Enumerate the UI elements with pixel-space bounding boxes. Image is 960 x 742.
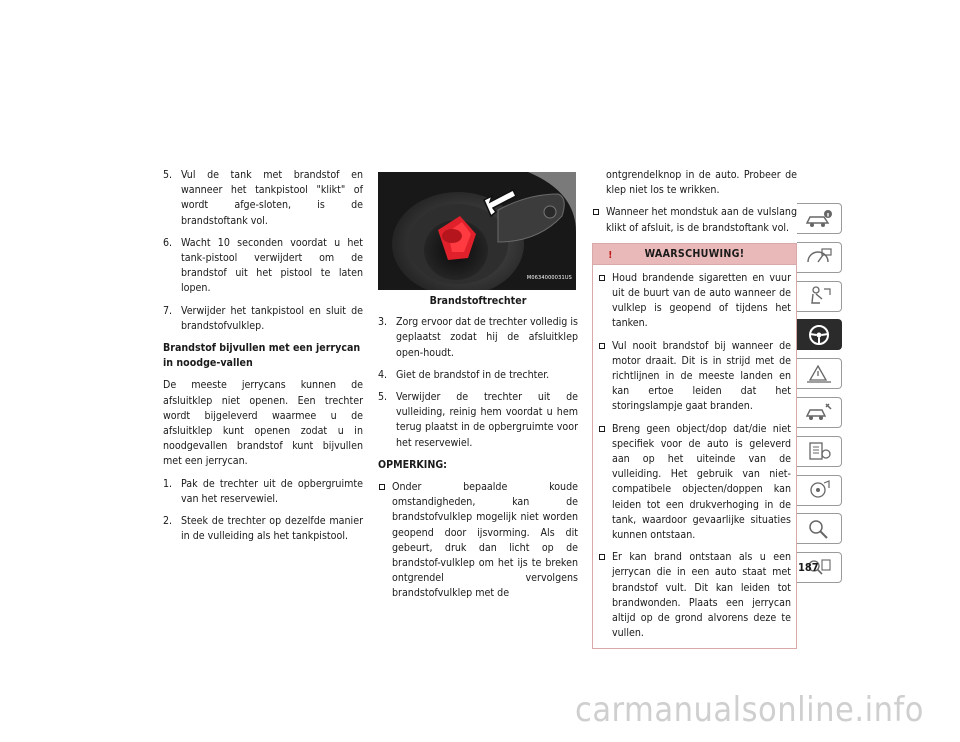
intro-paragraph: De meeste jerrycans kunnen de afsluitklep niet openen. Een trechter wordt bijgeleverd waarmee u de afsluitklep kunt openen zodat u in noodgevallen brandstof kunt bijvullen met een jerrycan. (163, 379, 363, 468)
warning-item: Vul nooit brandstof bij wanneer de motor draait. Dit is in strijd met de richtlijnen in de meeste landen en kan ertoe leiden dat het storingslampje gaat branden. (598, 339, 791, 415)
tab-safety[interactable] (797, 281, 842, 312)
warning-header (593, 244, 796, 265)
tab-multimedia[interactable] (797, 475, 842, 506)
watermark: carmanualsonline.info (575, 690, 924, 730)
column-left (163, 168, 363, 551)
section-heading: Brandstof bijvullen met een jerrycan in noodge-vallen (163, 342, 361, 370)
multimedia-icon (804, 479, 834, 501)
tab-driving[interactable] (797, 319, 842, 350)
warning-box (592, 243, 797, 650)
tab-dashboard[interactable] (797, 242, 842, 273)
bullet-square-icon (599, 426, 605, 432)
svg-text:!: ! (608, 249, 613, 260)
car-dashboard-icon (804, 246, 834, 268)
step-3: 3. Zorg ervoor dat de trechter volledig is geplaatst zodat hij de afsluitklep open-houdt. (378, 316, 578, 359)
warning-body (593, 265, 796, 642)
step-6: 6. Wacht 10 seconden voordat u het tank-pistool verwijdert om de brandstof uit het pistool te laten lopen. (163, 236, 363, 295)
note-continuation: ontgrendelknop in de auto. Probeer de klep niet los te wrikken. (606, 169, 797, 197)
warning-item: Breng geen object/dop dat/die niet specifiek voor de auto is geleverd aan op het uiteinde van de vulleiding. Het gebruik van niet-compatibele objecten/doppen kan leiden tot een drukverhoging in de tank, waardoor gevaarlijke situaties kunnen ontstaan. (598, 422, 791, 544)
step-2: 2. Steek de trechter op dezelfde manier in de vulleiding als het tankpistool. (163, 515, 363, 543)
bullet-square-icon (599, 554, 605, 560)
column-right (592, 168, 797, 649)
step-5: 5. Vul de tank met brandstof en wanneer het tankpistool "klikt" of wordt afge-sloten, is de brandstoftank vol. (163, 169, 363, 227)
note-heading: OPMERKING: (378, 458, 447, 471)
warning-triangle-icon (603, 247, 617, 265)
steering-wheel-icon (804, 323, 834, 347)
fuel-funnel-figure (378, 172, 576, 290)
road-emergency-icon (804, 363, 834, 385)
step-1: 1. Pak de trechter uit de opbergruimte van het reservewiel. (163, 477, 363, 505)
figure-caption: Brandstoftrechter (429, 295, 527, 307)
seat-safety-icon (804, 285, 834, 307)
bullet-square-icon (599, 343, 605, 349)
specifications-icon (804, 440, 834, 462)
bullet-square-icon (379, 484, 385, 490)
warning-title: WAARSCHUWING! (644, 247, 745, 260)
tab-service[interactable] (797, 397, 842, 428)
tab-emergency[interactable] (797, 358, 842, 389)
note-bullet-2: Wanneer het mondstuk aan de vulslang klikt of afsluit, is de brandstoftank vol. (592, 205, 797, 235)
step-4: 4. Giet de brandstof in de trechter. (378, 368, 550, 381)
warning-item: Houd brandende sigaretten en vuur uit de buurt van de auto wanneer de vulklep is geopend of tijdens het tanken. (598, 271, 791, 332)
warning-item: Er kan brand ontstaan als u een jerrycan die in een auto staat met brandstof vult. Dit kan leiden tot brandwonden. Plaats een jerrycan altijd op de grond alvorens deze te vullen. (598, 550, 791, 641)
figure-code: M0634000031US (526, 274, 572, 281)
page-number: 187 (798, 561, 819, 574)
note-bullet: Onder bepaalde koude omstandigheden, kan de brandstofvulklep mogelijk niet worden geopend door ijsvorming. Als dit gebeurt, druk dan licht op de brandstof-vulklep om het ijs te breken ontgrendel vervolgens brandstofvulklep met de (378, 480, 578, 602)
step-5b: 5. Verwijder de trechter uit de vulleiding, reinig hem voordat u hem terug plaatst in de opbergruimte voor het reservewiel. (378, 391, 578, 449)
tab-specifications[interactable] (797, 436, 842, 467)
car-info-icon (804, 208, 834, 230)
chapter-tabs (797, 203, 842, 591)
bullet-square-icon (599, 275, 605, 281)
step-7: 7. Verwijder het tankpistool en sluit de brandstofvulklep. (163, 304, 363, 332)
tab-car-info[interactable] (797, 203, 842, 234)
search-icon (804, 518, 834, 540)
tab-search[interactable] (797, 513, 842, 544)
column-middle (378, 172, 578, 609)
car-service-icon (804, 401, 834, 423)
bullet-square-icon (593, 209, 599, 215)
